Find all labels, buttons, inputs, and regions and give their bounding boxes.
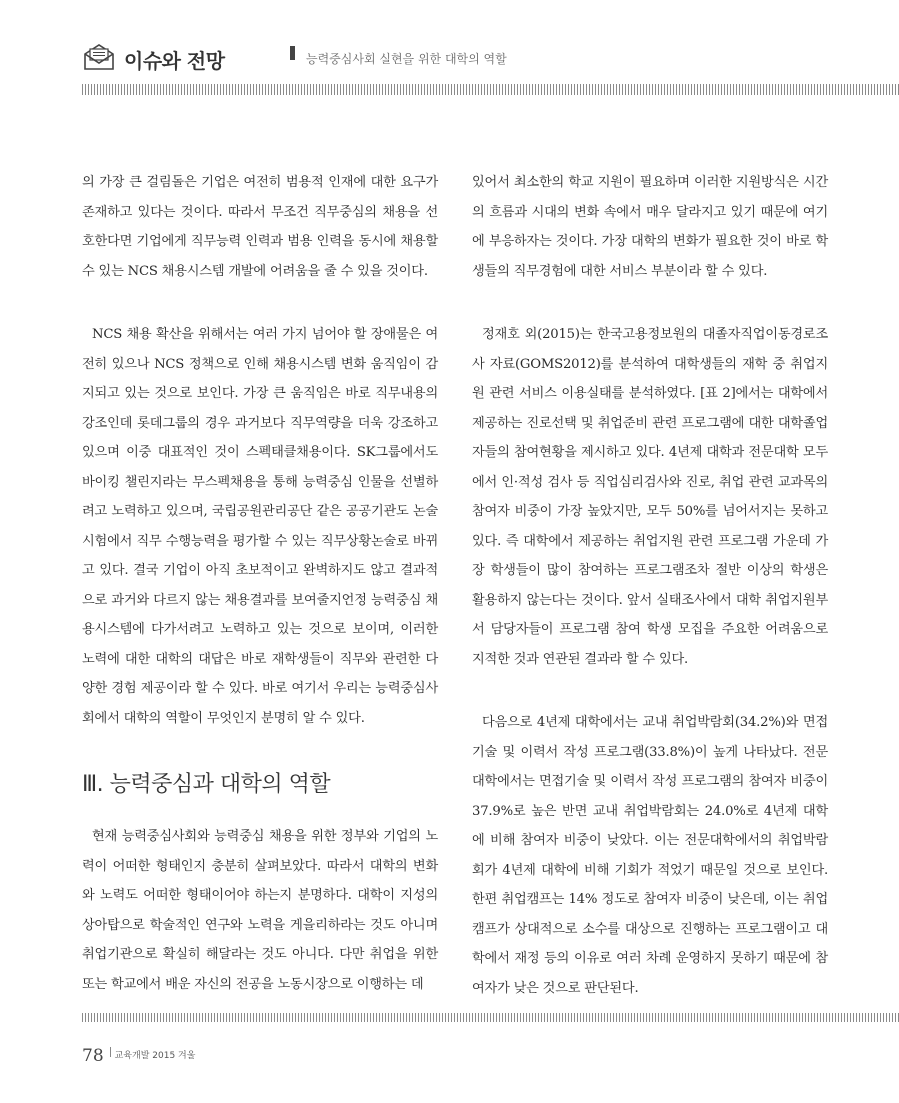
left-paragraph-2: NCS 채용 확산을 위해서는 여러 가지 넘어야 할 장애물은 여전히 있으나 NCS 정책으로 인해 채용시스템 변화 움직임이 감지되고 있는 것으로 보인다. 가장 큰 움직임은 바로 직무내용의 강조인데 롯데그룹의 경우 과거보다 직무역량을 더욱 강조하고 있으며 이중 대표적인 것이 스펙태클채용이다. SK그룹에서도 바이킹 챌린지라는 무스펙채용을 통해 능력중심 인물을 선별하려고 노력하고 있으며, 국립공원관리공단 같은 공공기관도 논술시험에서 직무 수행능력을 평가할 수 있는 직무상황논술로 바뀌고 있다. 결국 기업이 아직 초보적이고 완벽하지도 않고 결과적으로 과거와 다르지 않는 채용결과를 보여줄지언정 능력중심 채용시스템에 다가서려고 노력하고 있는 것으로 보이며, 이러한 노력에 대한 대학의 대답은 바로 재학생들이 직무와 관련한 다양한 경험 제공이라 할 수 있다. 바로 여기서 우리는 능력중심사회에서 대학의 역할이 무엇인지 분명히 알 수 있다. <box>82 327 438 726</box>
publication-name: 교육개발 2015 겨울 <box>114 1051 196 1061</box>
footer-stripe <box>82 1013 899 1022</box>
section-marker <box>290 46 295 60</box>
page-header <box>82 40 882 76</box>
envelope-icon <box>82 42 116 72</box>
right-column <box>472 168 828 1037</box>
footer-divider <box>110 1047 111 1057</box>
left-column <box>82 168 438 1033</box>
right-paragraph-1: 있어서 최소한의 학교 지원이 필요하며 이러한 지원방식은 시간의 흐름과 시대의 변화 속에서 매우 달라지고 있기 때문에 여기에 부응하자는 것이다. 가장 대학의 변화가 필요한 것이 바로 학생들의 직무경험에 대한 서비스 부분이라 할 수 있다. <box>472 175 828 279</box>
right-paragraph-3: 다음으로 4년제 대학에서는 교내 취업박람회(34.2%)와 면접기술 및 이력서 작성 프로그램(33.8%)이 높게 나타났다. 전문대학에서는 면접기술 및 이력서 작성 프로그램의 참여자 비중이 37.9%로 높은 반면 교내 취업박람회는 24.0%로 4년제 대학에 비해 참여자 비중이 낮았다. 이는 전문대학에서의 취업박람회가 4년제 대학에 비해 기회가 적었기 때문일 것으로 보인다. 한편 취업캠프는 14% 정도로 참여자 비중이 낮은데, 이는 취업캠프가 상대적으로 소수를 대상으로 진행하는 프로그램이고 대학에서 재정 등의 이유로 여러 차례 운영하지 못하기 때문에 참여자가 낮은 것으로 판단된다. <box>472 715 828 996</box>
section-title: 이슈와 전망 <box>124 49 225 73</box>
right-paragraph-2: 정재호 외(2015)는 한국고용정보원의 대졸자직업이동경로조사 자료(GOMS2012)를 분석하여 대학생들의 재학 중 취업지원 관련 서비스 이용실태를 분석하였다. [표 2]에서는 대학에서 제공하는 진로선택 및 취업준비 관련 프로그램에 대한 대학졸업자들의 참여현황을 제시하고 있다. 4년제 대학과 전문대학 모두에서 인·적성 검사 등 직업심리검사와 진로, 취업 관련 교과목의 참여자 비중이 가장 높았지만, 모두 50%를 넘어서지는 못하고 있다. 즉 대학에서 제공하는 취업지원 관련 프로그램 가운데 가장 학생들이 많이 참여하는 프로그램조차 절반 이상의 학생은 활용하지 않는다는 것이다. 앞서 실태조사에서 대학 취업지원부서 담당자들이 프로그램 참여 학생 모집을 주요한 어려움으로 지적한 것과 연관된 결과라 할 수 있다. <box>472 327 828 667</box>
section-heading: Ⅲ. 능력중심과 대학의 역할 <box>82 772 331 797</box>
header-stripe <box>82 84 899 95</box>
page-footer <box>82 1046 195 1070</box>
page-number: 78 <box>82 1046 104 1066</box>
left-paragraph-3: 현재 능력중심사회와 능력중심 채용을 위한 정부와 기업의 노력이 어떠한 형태인지 충분히 살펴보았다. 따라서 대학의 변화와 노력도 어떠한 형태이어야 하는지 분명하다. 대학이 지성의 상아탑으로 학술적인 연구와 노력을 게을리하라는 것도 아니며 취업기관으로 확실히 해달라는 것도 아니다. 다만 취업을 위한 또는 학교에서 배운 자신의 전공을 노동시장으로 이행하는 데 <box>82 829 438 992</box>
article-subtitle: 능력중심사회 실현을 위한 대학의 역할 <box>306 52 507 66</box>
left-paragraph-1: 의 가장 큰 걸림돌은 기업은 여전히 범용적 인재에 대한 요구가 존재하고 있다는 것이다. 따라서 무조건 직무중심의 채용을 선호한다면 기업에게 직무능력 인력과 범용 인력을 동시에 채용할 수 있는 NCS 채용시스템 개발에 어려움을 줄 수 있을 것이다. <box>82 175 438 279</box>
